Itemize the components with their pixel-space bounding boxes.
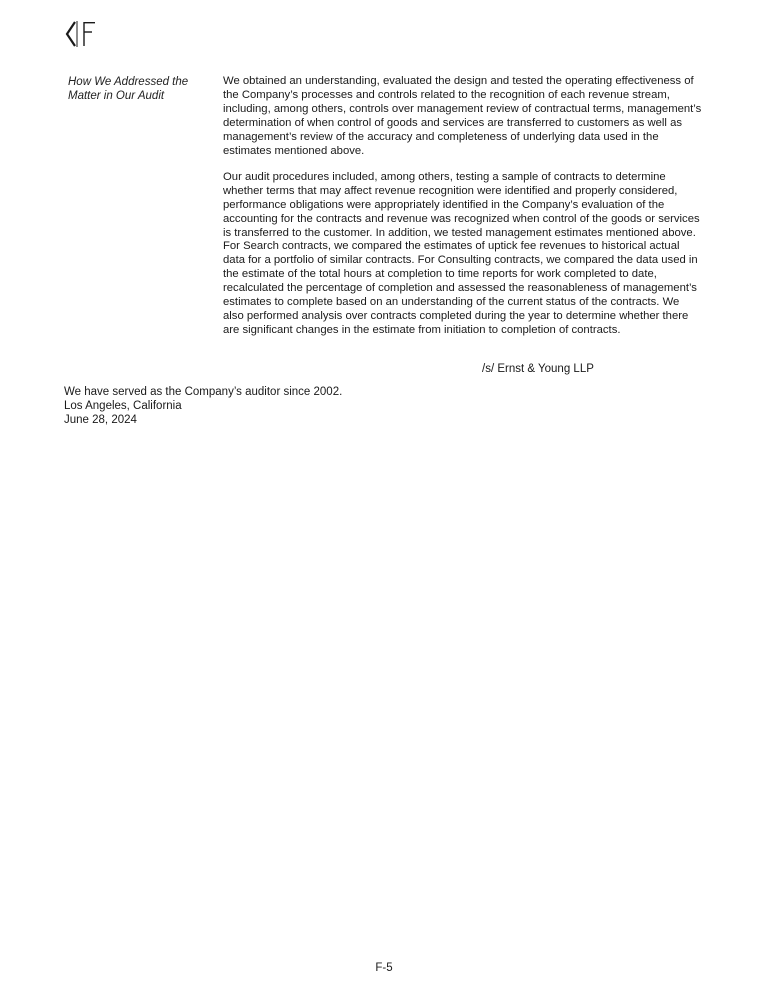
auditor-since-text: We have served as the Company’s auditor since 2002. <box>64 386 343 398</box>
section-body <box>223 75 703 350</box>
section-heading: How We Addressed the Matter in Our Audit <box>68 76 189 102</box>
date-text: June 28, 2024 <box>64 414 137 426</box>
paragraph-procedures: Our audit procedures included, among others, testing a sample of contracts to determine whether terms that may affect revenue recognition were identified and properly considered, performance obligations were appropriately identified in the Company’s evaluation of the accounting for the contracts and revenue was recognized when control of the goods or services is transferred to the customer. In addition, we tested management estimates mentioned above. For Search contracts, we compared the estimates of uptick fee revenues to historical actual data for a portfolio of similar contracts. For Consulting contracts, we compared the data used in the estimate of the total hours at completion to time reports for work completed to date, recalculated the percentage of completion and assessed the reasonableness of management’s estimates to complete based on an understanding of the current status of the contracts. We also performed analysis over contracts completed during the year to determine whether there are significant changes in the estimate from initiation to completion of contracts. <box>223 170 700 337</box>
kf-monogram-logo-icon <box>64 19 100 49</box>
footer-block <box>64 385 342 427</box>
paragraph-controls: We obtained an understanding, evaluated the design and tested the operating effectiveness of the Company’s processes and controls related to the recognition of each revenue stream, including, among others, controls over management review of contractual terms, management’s determination of when control of goods and services are transferred to customers as well as management’s review of the accuracy and completeness of underlying data used in the estimates mentioned above. <box>223 75 702 157</box>
auditor-signature: /s/ Ernst & Young LLP <box>482 363 594 375</box>
page-number: F-5 <box>375 962 393 974</box>
location-text: Los Angeles, California <box>64 400 182 412</box>
